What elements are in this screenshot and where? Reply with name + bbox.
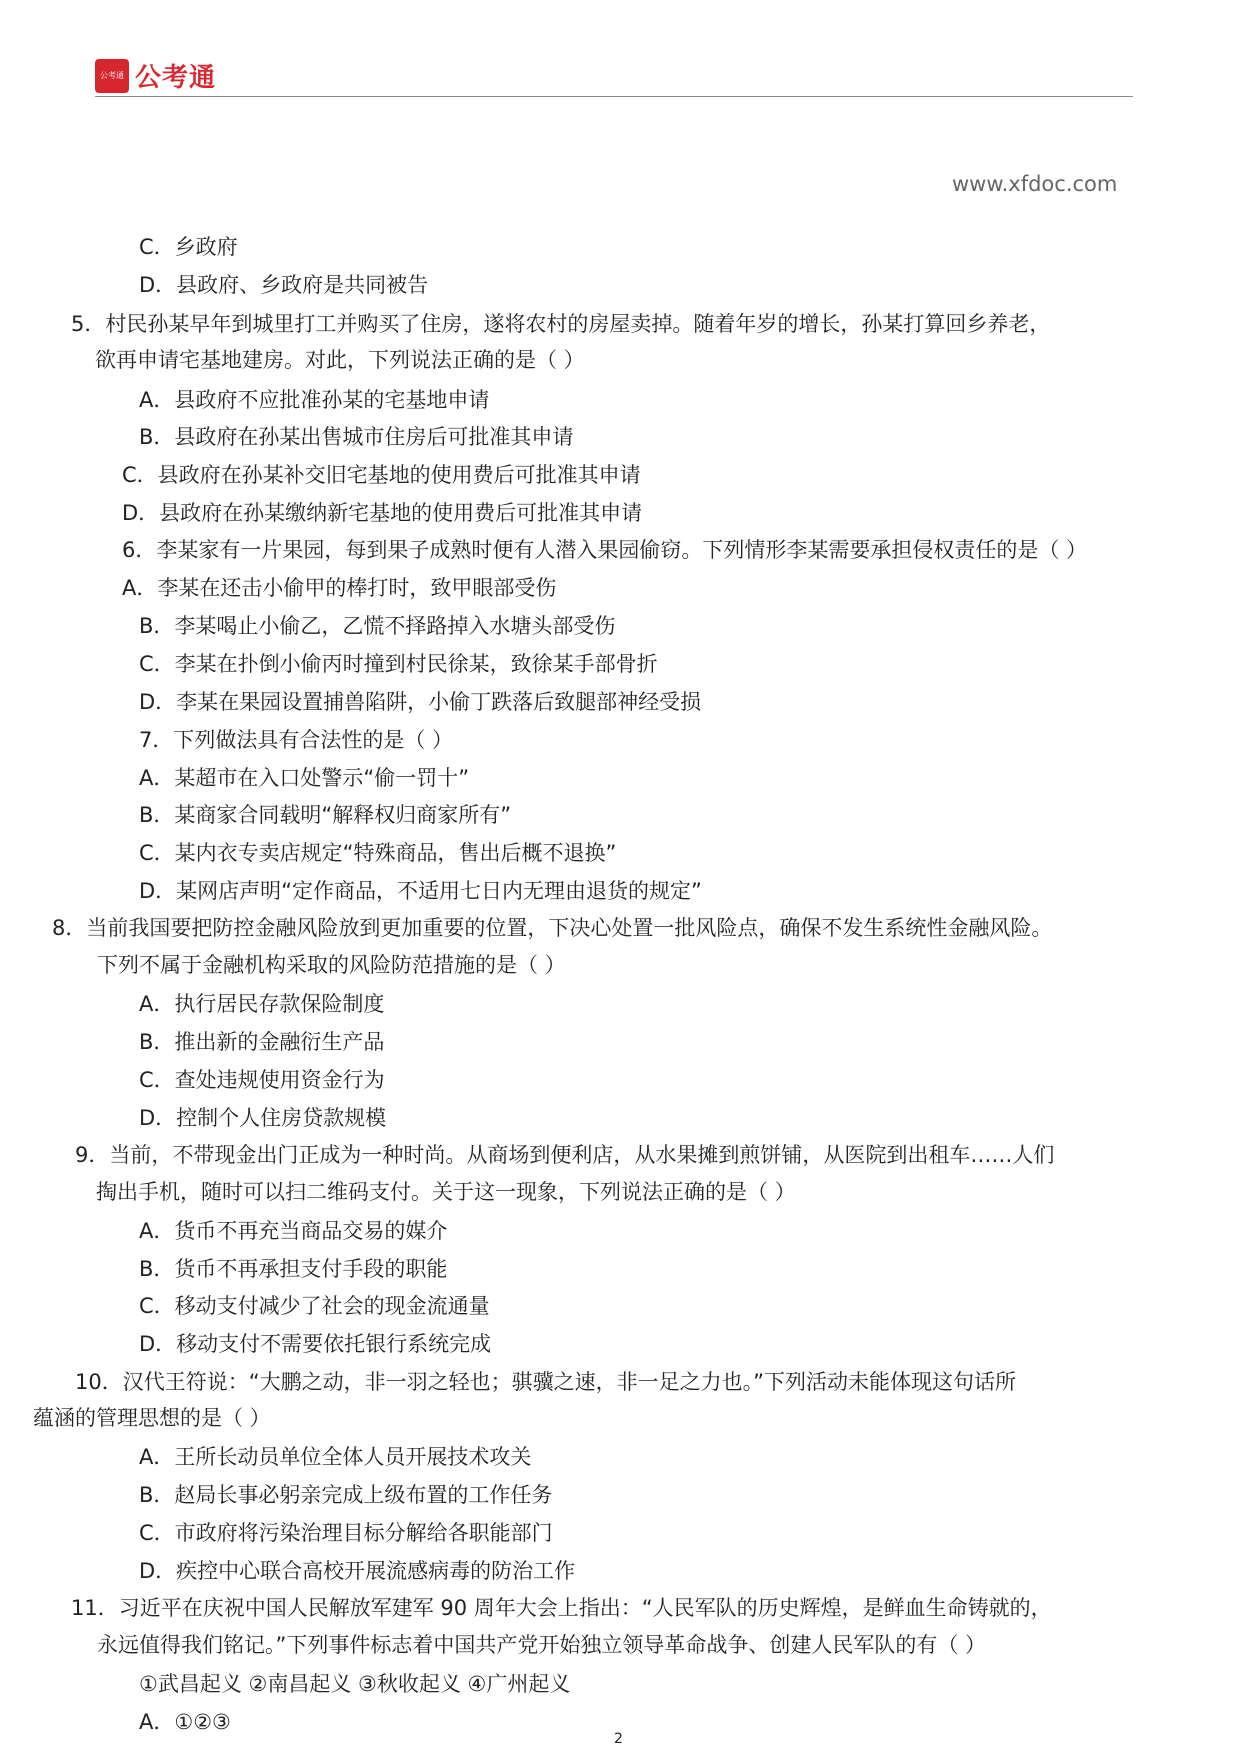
option-line: B．赵局长事必躬亲完成上级布置的工作任务 xyxy=(139,1483,553,1507)
question-line: 6．李某家有一片果园，每到果子成熟时便有人潜入果园偷窃。下列情形李某需要承担侵权责任的是（ ） xyxy=(122,538,1088,562)
option-line: D．县政府在孙某缴纳新宅基地的使用费后可批准其申请 xyxy=(122,501,643,525)
option-line: A．①②③ xyxy=(139,1710,231,1734)
option-line: B．推出新的金融衍生产品 xyxy=(139,1030,385,1054)
question-line: 永远值得我们铭记。”下列事件标志着中国共产党开始独立领导革命战争、创建人民军队的有（ ） xyxy=(97,1633,987,1657)
option-line: D．县政府、乡政府是共同被告 xyxy=(139,273,429,297)
option-line: B．李某喝止小偷乙，乙慌不择路掉入水塘头部受伤 xyxy=(139,614,616,638)
option-line: C．市政府将污染治理目标分解给各职能部门 xyxy=(139,1521,553,1545)
question-line: 11．习近平在庆祝中国人民解放军建军 90 周年大会上指出：“人民军队的历史辉煌，是鲜血生命铸就的， xyxy=(71,1596,1052,1620)
option-line: D．疾控中心联合高校开展流感病毒的防治工作 xyxy=(139,1559,576,1583)
choice-list: ①武昌起义 ②南昌起义 ③秋收起义 ④广州起义 xyxy=(139,1672,571,1696)
option-line: A．执行居民存款保险制度 xyxy=(139,992,385,1016)
question-line: 8．当前我国要把防控金融风险放到更加重要的位置，下决心处置一批风险点，确保不发生系统性金融风险。 xyxy=(52,916,1053,940)
header-logo xyxy=(95,57,216,94)
option-line: A．李某在还击小偷甲的棒打时，致甲眼部受伤 xyxy=(122,576,557,600)
option-line: C．乡政府 xyxy=(139,235,238,259)
option-line: B．某商家合同载明“解释权归商家所有” xyxy=(139,803,512,827)
header-divider xyxy=(95,96,1133,97)
option-line: B．货币不再承担支付手段的职能 xyxy=(139,1257,448,1281)
option-line: C．县政府在孙某补交旧宅基地的使用费后可批准其申请 xyxy=(122,463,641,487)
option-line: D．移动支付不需要依托银行系统完成 xyxy=(139,1332,492,1356)
option-line: A．某超市在入口处警示“偷一罚十” xyxy=(139,766,470,790)
option-line: D．控制个人住房贷款规模 xyxy=(139,1106,387,1130)
option-line: C．查处违规使用资金行为 xyxy=(139,1068,385,1092)
option-line: A．县政府不应批准孙某的宅基地申请 xyxy=(139,388,490,412)
option-line: D．某网店声明“定作商品，不适用七日内无理由退货的规定” xyxy=(139,879,702,903)
question-line: 5．村民孙某早年到城里打工并购买了住房，遂将农村的房屋卖掉。随着年岁的增长，孙某打算回乡养老， xyxy=(71,312,1051,336)
option-line: B．县政府在孙某出售城市住房后可批准其申请 xyxy=(139,425,574,449)
option-line: D．李某在果园设置捕兽陷阱，小偷丁跌落后致腿部神经受损 xyxy=(139,690,702,714)
logo-badge-icon: 公考通 xyxy=(95,59,129,93)
site-url: www.xfdoc.com xyxy=(952,172,1118,196)
question-line: 7．下列做法具有合法性的是（ ） xyxy=(139,728,454,752)
question-line: 欲再申请宅基地建房。对此，下列说法正确的是（ ） xyxy=(95,348,585,372)
option-line: A．王所长动员单位全体人员开展技术攻关 xyxy=(139,1445,532,1469)
page-number: 2 xyxy=(614,1731,623,1747)
question-line: 下列不属于金融机构采取的风险防范措施的是（ ） xyxy=(97,953,566,977)
question-line: 9．当前，不带现金出门正成为一种时尚。从商场到便利店，从水果摊到煎饼铺，从医院到出租车……人们 xyxy=(75,1143,1055,1167)
question-line: 掏出手机，随时可以扫二维码支付。关于这一现象，下列说法正确的是（ ） xyxy=(96,1180,796,1204)
option-line: C．移动支付减少了社会的现金流通量 xyxy=(139,1294,490,1318)
question-line: 蕴涵的管理思想的是（ ） xyxy=(33,1406,271,1430)
option-line: C．李某在扑倒小偷丙时撞到村民徐某，致徐某手部骨折 xyxy=(139,652,658,676)
option-line: A．货币不再充当商品交易的媒介 xyxy=(139,1219,448,1243)
question-line: 10．汉代王符说：“大鹏之动，非一羽之轻也；骐骥之速，非一足之力也。”下列活动未能体现这句话所 xyxy=(75,1370,1016,1394)
logo-text: 公考通 xyxy=(135,63,217,93)
option-line: C．某内衣专卖店规定“特殊商品，售出后概不退换” xyxy=(139,841,617,865)
